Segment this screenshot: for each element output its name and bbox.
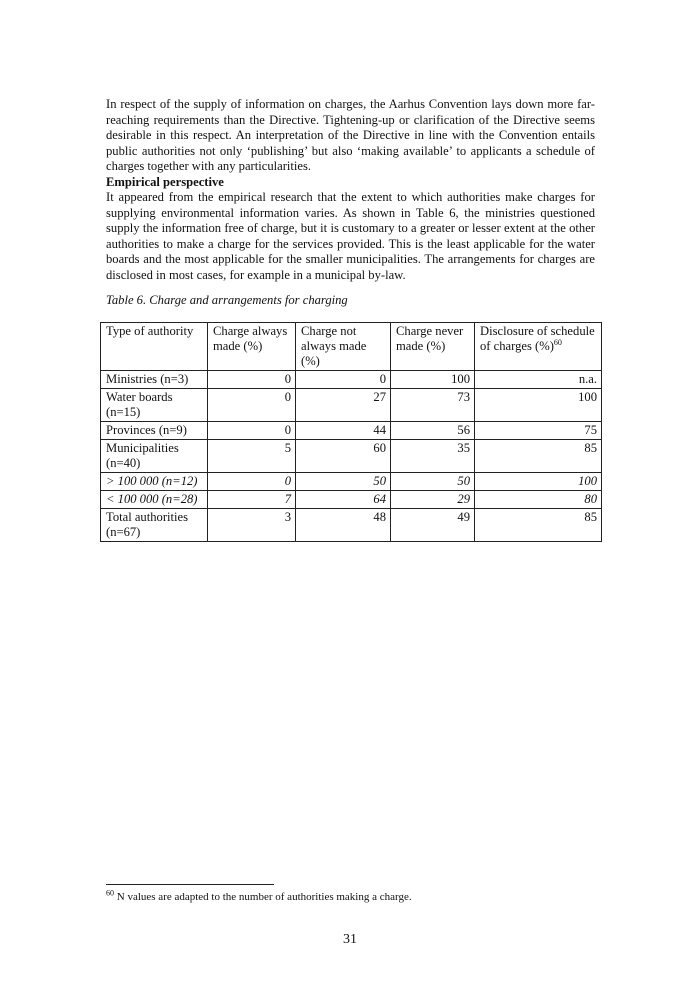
paragraph-aarhus-convention: In respect of the supply of information on charges, the Aarhus Convention lays down more far-reaching requirements than the Directive. Tightening-up or clarification of the Directive seems desirable in this respect. An interpretation of the Directive in line with the Convention entails public authorities not only ‘publishing’ but also ‘making available’ to applicants a schedule of charges together with any particularities.	[106, 97, 595, 173]
table-cell-value: 0	[208, 389, 296, 422]
table-cell-value: 100	[391, 371, 475, 389]
paragraph-empirical-research: It appeared from the empirical research that the extent to which authorities make charges for supplying environmental information varies. As shown in Table 6, the ministries questioned supply the information free of charge, but it is customary to a greater or lesser extent at the other authorities to make a charge for the services provided. This is the least applicable for the water boards and the most applicable for the smaller municipalities. The arrangements for charges are disclosed in most cases, for example in a municipal by-law.	[106, 190, 595, 282]
table-cell-value: 56	[391, 422, 475, 440]
table-row	[101, 509, 602, 542]
table-row	[101, 473, 602, 491]
table-header-row	[101, 323, 602, 371]
footnote-text: N values are adapted to the number of authorities making a charge.	[114, 891, 412, 903]
table-cell-value: 100	[475, 473, 602, 491]
table-cell-authority: Total authorities (n=67)	[101, 509, 208, 542]
table-cell-value: 48	[296, 509, 391, 542]
charges-table	[100, 322, 602, 542]
table-cell-value: 100	[475, 389, 602, 422]
table-cell-value: 0	[208, 371, 296, 389]
footnote	[106, 888, 412, 904]
table-cell-value: 27	[296, 389, 391, 422]
table-cell-value: n.a.	[475, 371, 602, 389]
table-row	[101, 371, 602, 389]
table-row	[101, 491, 602, 509]
page-number: 31	[343, 932, 357, 947]
header-disclosure-of-schedule	[475, 323, 602, 371]
footnote-ref-60: 60	[553, 337, 562, 347]
table-cell-value: 0	[208, 422, 296, 440]
table-cell-value: 0	[208, 473, 296, 491]
table-cell-value: 73	[391, 389, 475, 422]
table-cell-value: 50	[391, 473, 475, 491]
table-cell-value: 49	[391, 509, 475, 542]
table-cell-value: 29	[391, 491, 475, 509]
table-cell-value: 3	[208, 509, 296, 542]
table-row	[101, 389, 602, 422]
table-cell-value: 44	[296, 422, 391, 440]
table-cell-value: 50	[296, 473, 391, 491]
table-row	[101, 422, 602, 440]
section-heading: Empirical perspective	[106, 175, 224, 189]
table-cell-authority: < 100 000 (n=28)	[101, 491, 208, 509]
footnote-separator	[106, 884, 274, 885]
table-cell-value: 5	[208, 440, 296, 473]
header-charge-not-always-made: Charge not always made (%)	[296, 323, 391, 371]
table-cell-value: 0	[296, 371, 391, 389]
header-disclosure-label: Disclosure of schedule of charges (%)	[480, 324, 595, 353]
table-body	[101, 371, 602, 542]
header-charge-always-made: Charge always made (%)	[208, 323, 296, 371]
table-cell-authority: Ministries (n=3)	[101, 371, 208, 389]
header-type-of-authority: Type of authority	[101, 323, 208, 371]
table-caption: Table 6. Charge and arrangements for charging	[106, 293, 348, 307]
table-cell-value: 64	[296, 491, 391, 509]
table-cell-value: 80	[475, 491, 602, 509]
table-row	[101, 440, 602, 473]
table-cell-value: 85	[475, 509, 602, 542]
header-charge-never-made: Charge never made (%)	[391, 323, 475, 371]
table-cell-authority: > 100 000 (n=12)	[101, 473, 208, 491]
table-cell-authority: Provinces (n=9)	[101, 422, 208, 440]
table-cell-value: 7	[208, 491, 296, 509]
table-cell-value: 75	[475, 422, 602, 440]
table-cell-value: 85	[475, 440, 602, 473]
footnote-marker: 60	[106, 888, 114, 898]
table-cell-value: 60	[296, 440, 391, 473]
table-cell-value: 35	[391, 440, 475, 473]
table-cell-authority: Water boards (n=15)	[101, 389, 208, 422]
table-cell-authority: Municipalities (n=40)	[101, 440, 208, 473]
